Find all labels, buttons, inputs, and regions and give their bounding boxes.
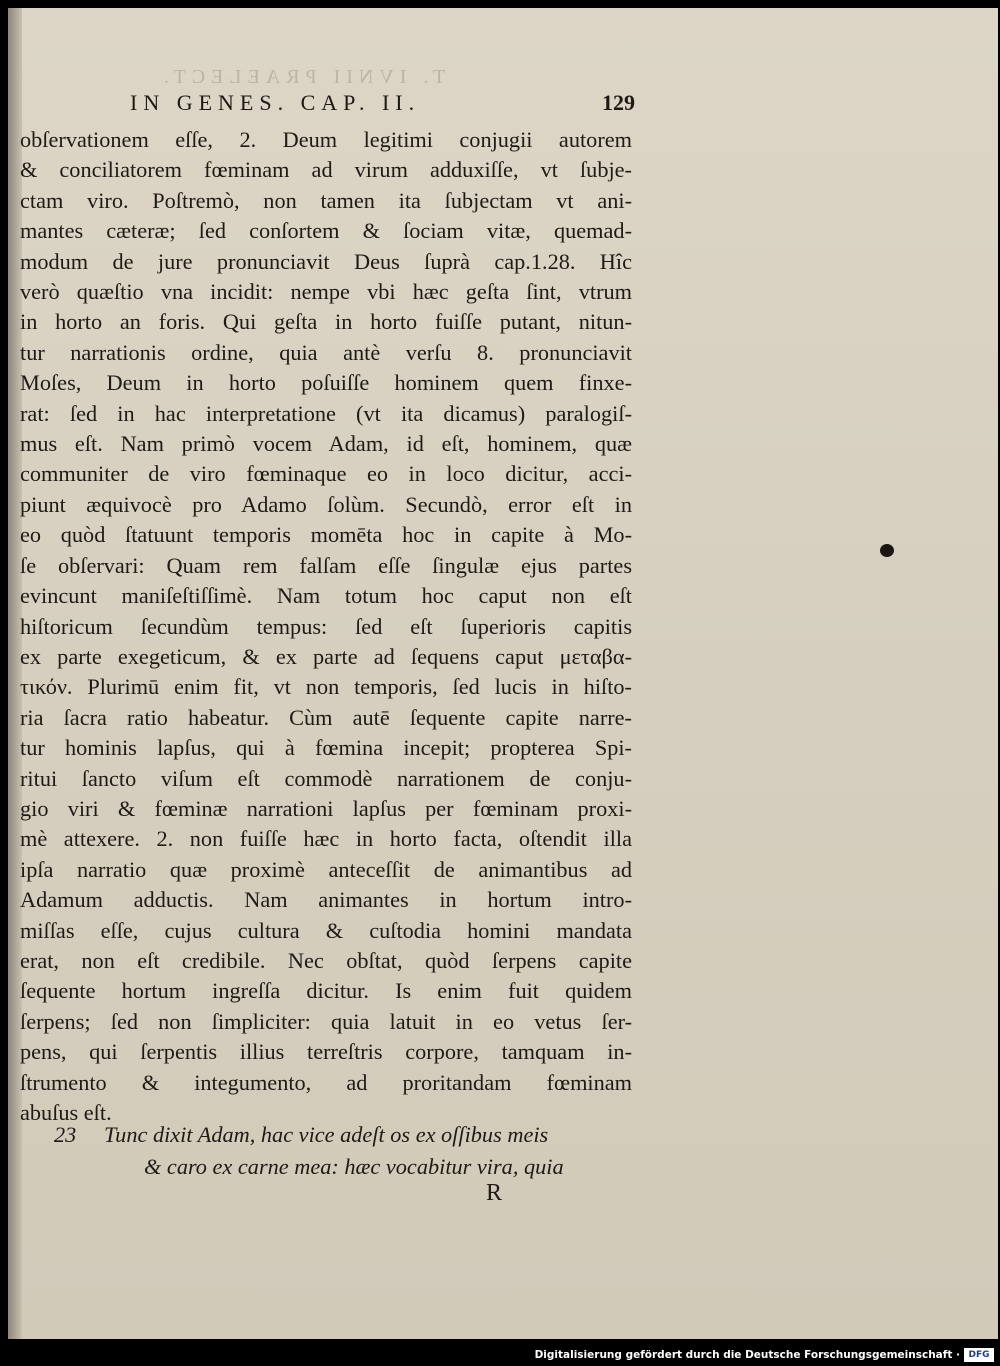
text-line: hiſtoricum ſecundùm tempus: ſed eſt ſuperioris capitis <box>20 613 632 639</box>
text-line: tur narrationis ordine, quia antè verſu 8. pronunciavit <box>20 339 632 365</box>
text-line: τικόν. Plurimū enim fit, vt non temporis, ſed lucis in hiſto- <box>20 674 632 700</box>
verse-line: & caro ex carne mea: hæc vocabitur vira, quia <box>144 1154 564 1179</box>
verse-number: 23 <box>54 1122 77 1147</box>
text-line: mè attexere. 2. non fuiſſe hæc in horto facta, oſtendit illa <box>20 826 632 852</box>
text-line: ritui ſancto viſum eſt commodè narrationem de conju- <box>20 765 632 791</box>
text-line: ctam viro. Poſtremò, non tamen ita ſubjectam vt ani- <box>20 187 632 213</box>
text-line: evincunt maniſeſtiſſimè. Nam totum hoc caput non eſt <box>20 583 632 609</box>
text-line: mus eſt. Nam primò vocem Adam, id eſt, hominem, quæ <box>20 431 632 457</box>
text-line: ria ſacra ratio habeatur. Cùm autē ſequente capite narre- <box>20 704 632 730</box>
text-line: ſequente hortum ingreſſa dicitur. Is enim fuit quidem <box>20 978 632 1004</box>
running-title: IN GENES. CAP. II. <box>130 90 421 115</box>
text-line: pens, qui ſerpentis illius terreſtris corpore, tamquam in- <box>20 1039 632 1065</box>
footer-credit: Digitalisierung gefördert durch die Deutsche Forschungsgemeinschaft · <box>534 1349 960 1361</box>
ink-blot <box>880 544 894 557</box>
text-line: abuſus eſt. <box>20 1100 112 1125</box>
text-line: gio viri & fœminæ narrationi lapſus per fœminam proxi- <box>20 795 632 821</box>
text-line: in horto an foris. Qui geſta in horto fuiſſe putant, nitun- <box>20 309 632 335</box>
text-line: piunt æquivocè pro Adamo ſolùm. Secundò, error eſt in <box>20 491 632 517</box>
text-line: verò quæſtio vna incidit: nempe vbi hæc geſta ſint, vtrum <box>20 279 632 305</box>
text-line: ipſa narratio quæ proximè anteceſſit de animantibus ad <box>20 856 632 882</box>
catchword: R <box>486 1180 503 1206</box>
text-line: & conciliatorem fœminam ad virum adduxiſſe, vt ſubje- <box>20 157 632 183</box>
page-number: 129 <box>602 90 635 115</box>
text-line: miſſas eſſe, cujus cultura & cuſtodia homini mandata <box>20 917 632 943</box>
bleed-through-text: T. IVNII PRAELECT. <box>158 66 446 88</box>
digitization-footer <box>0 1346 1000 1366</box>
text-line: modum de jure pronunciavit Deus ſuprà cap.1.28. Hîc <box>20 248 632 274</box>
text-line: Moſes, Deum in horto poſuiſſe hominem quem finxe- <box>20 370 632 396</box>
text-line: rat: ſed in hac interpretatione (vt ita dicamus) paralogiſ- <box>20 400 632 426</box>
text-line: erat, non eſt credibile. Nec obſtat, quòd ſerpens capite <box>20 947 632 973</box>
text-line: communiter de viro fœminaque eo in loco dicitur, acci- <box>20 461 632 487</box>
dfg-logo: DFG <box>964 1348 994 1362</box>
book-page <box>8 8 998 1339</box>
text-line: obſervationem eſſe, 2. Deum legitimi conjugii autorem <box>20 127 632 152</box>
text-line: eo quòd ſtatuunt temporis momēta hoc in capite à Mo- <box>20 522 632 548</box>
body-text <box>20 125 632 1128</box>
verse-line: Tunc dixit Adam, hac vice adeſt os ex oſſibus meis <box>104 1122 549 1147</box>
text-line: ſerpens; ſed non ſimpliciter: quia latuit in eo vetus ſer- <box>20 1008 632 1034</box>
page-header <box>130 90 635 120</box>
text-line: tur hominis lapſus, qui à fœmina incepit; propterea Spi- <box>20 735 632 761</box>
text-line: mantes cæteræ; ſed conſortem & ſociam vitæ, quemad- <box>20 218 632 244</box>
text-line: ſtrumento & integumento, ad proritandam fœminam <box>20 1069 632 1095</box>
text-line: ex parte exegeticum, & ex parte ad ſequens caput μεταβα- <box>20 643 632 669</box>
text-line: ſe obſervari: Quam rem falſam eſſe ſingulæ ejus partes <box>20 552 632 578</box>
text-line: Adamum adductis. Nam animantes in hortum intro- <box>20 887 632 913</box>
